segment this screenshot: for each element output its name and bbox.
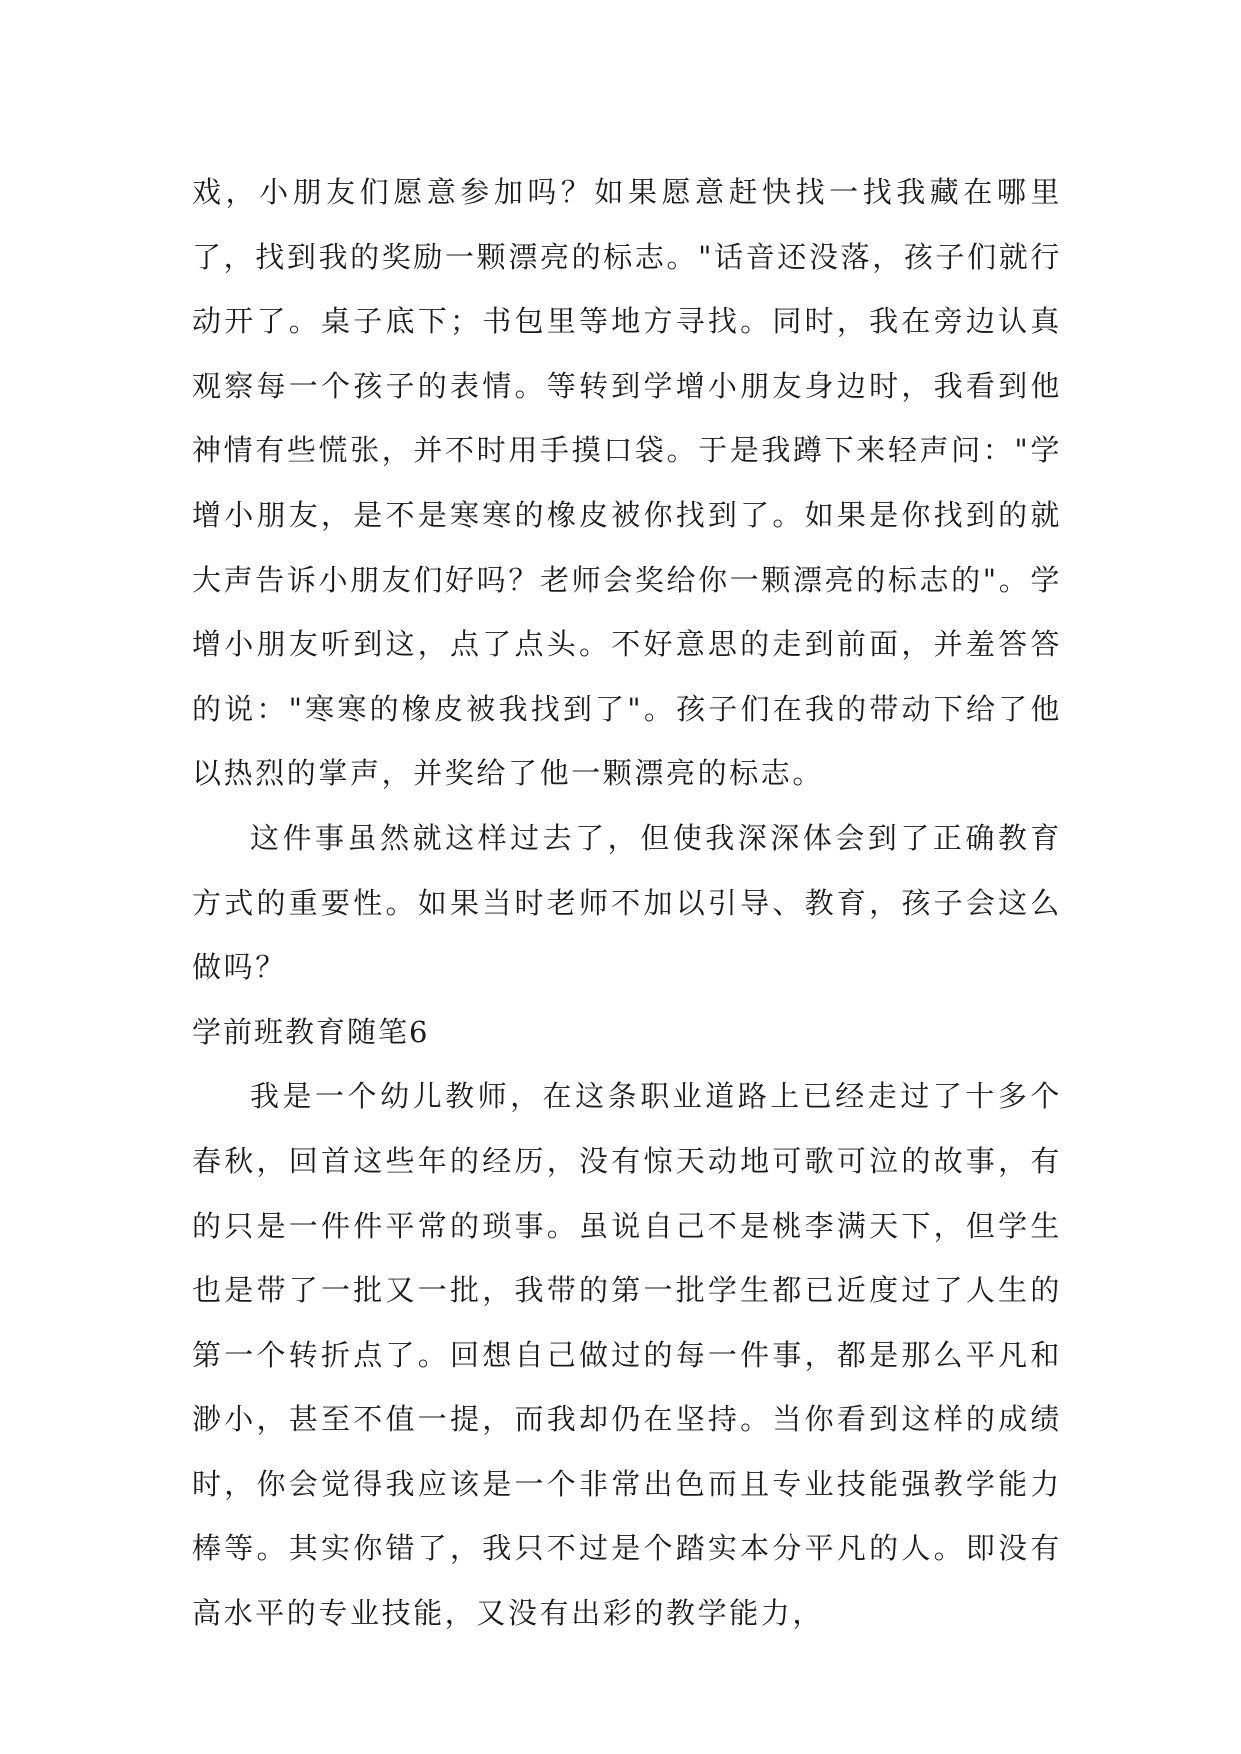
paragraph-section-body: 我是一个幼儿教师，在这条职业道路上已经走过了十多个春秋，回首这些年的经历，没有惊天动地可歌可泣的故事，有的只是一件件平常的琐事。虽说自己不是桃李满天下，但学生也是带了一批又一批，我带的第一批学生都已近度过了人生的第一个转折点了。回想自己做过的每一件事，都是那么平凡和渺小，甚至不值一提，而我却仍在坚持。当你看到这样的成绩时，你会觉得我应该是一个非常出色而且专业技能强教学能力棒等。其实你错了，我只不过是个踏实本分平凡的人。即没有高水平的专业技能，又没有出彩的教学能力， <box>192 1079 1062 1631</box>
paragraph-continued: 戏，小朋友们愿意参加吗？如果愿意赶快找一找我藏在哪里了，找到我的奖励一颗漂亮的标志。"话音还没落，孩子们就行动开了。桌子底下；书包里等地方寻找。同时，我在旁边认真观察每一个孩子的表情。等转到学增小朋友身边时，我看到他神情有些慌张，并不时用手摸口袋。于是我蹲下来轻声问："学增小朋友，是不是寒寒的橡皮被你找到了。如果是你找到的就大声告诉小朋友们好吗？老师会奖给你一颗漂亮的标志的"。学增小朋友听到这，点了点头。不好意思的走到前面，并羞答答的说："寒寒的橡皮被我找到了"。孩子们在我的带动下给了他以热烈的掌声，并奖给了他一颗漂亮的标志。 <box>192 175 1062 791</box>
paragraph-reflection: 这件事虽然就这样过去了，但使我深深体会到了正确教育方式的重要性。如果当时老师不加以引导、教育，孩子会这么做吗？ <box>192 820 1062 985</box>
document-body <box>192 160 1062 1646</box>
section-heading: 学前班教育随笔6 <box>192 1014 430 1049</box>
